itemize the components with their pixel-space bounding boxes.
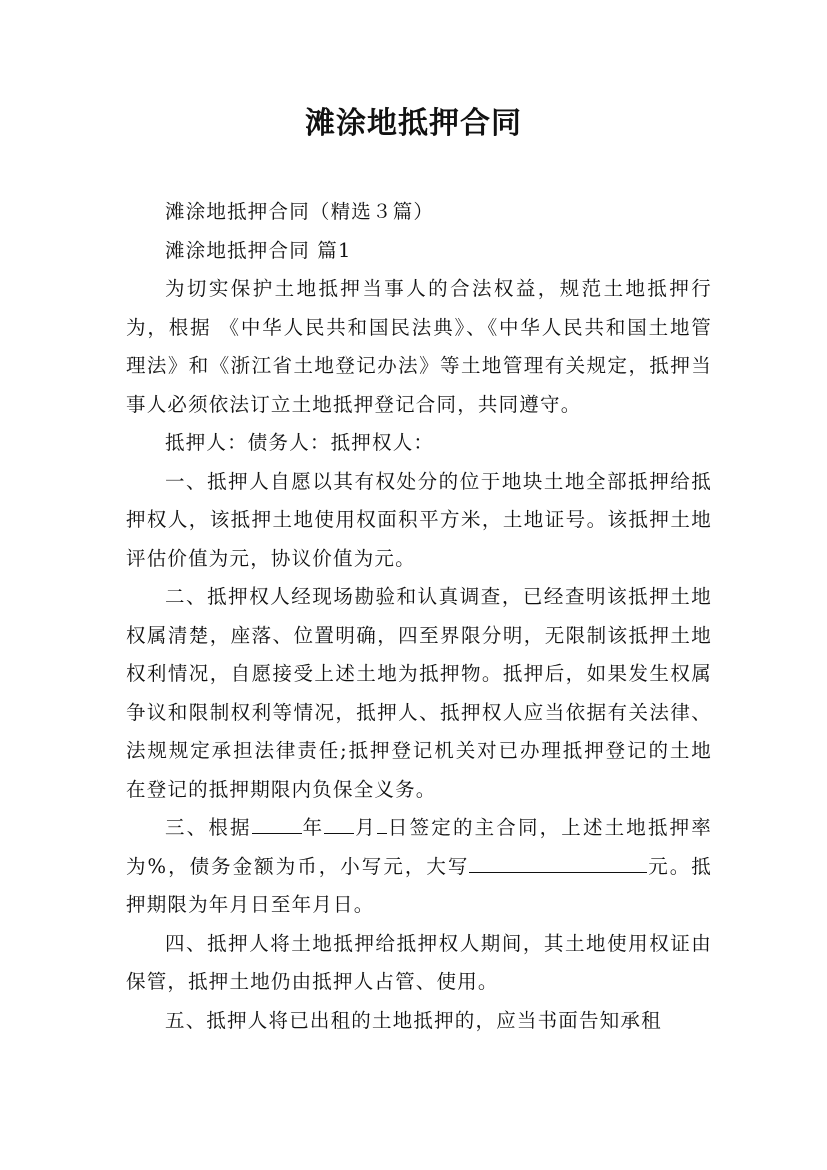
amount-blank-line bbox=[469, 853, 647, 873]
clause-4-paragraph: 四、抵押人将土地抵押给抵押权人期间，其土地使用权证由保管，抵押土地仍由抵押人占管、使用。 bbox=[126, 931, 712, 993]
clause-3-part-4: 日签定的主合同，上述土地抵押率为%，债务金额为币，小写元，大写 bbox=[126, 816, 712, 878]
document-body bbox=[126, 193, 712, 1040]
year-blank-line bbox=[252, 814, 302, 834]
section-heading: 滩涂地抵押合同 篇1 bbox=[165, 238, 352, 262]
clause-3-part-3: 月 bbox=[354, 816, 377, 839]
clause-5-paragraph: 五、抵押人将已出租的土地抵押的，应当书面告知承租 bbox=[165, 1008, 662, 1032]
parties-line: 抵押人：债务人：抵押权人： bbox=[165, 431, 435, 454]
clause-1-paragraph: 一、抵押人自愿以其有权处分的位于地块土地全部抵押给抵押权人，该抵押土地使用权面积平方米，土地证号。该抵押土地评估价值为元，协议价值为元。 bbox=[126, 469, 712, 570]
clause-3-part-5: 元。抵押期限为年月日至年月日。 bbox=[126, 854, 712, 916]
clause-3-paragraph bbox=[126, 809, 712, 925]
document-title: 滩涂地抵押合同 bbox=[305, 106, 522, 141]
preamble-paragraph: 为切实保护土地抵押当事人的合法权益，规范土地抵押行为，根据 《中华人民共和国民法典》、《中华人民共和国土地管理法》和《浙江省土地登记办法》等土地管理有关规定，抵押当事人必须依法订立土地抵押登记合同，共同遵守。 bbox=[126, 277, 712, 416]
document-subtitle: 滩涂地抵押合同（精选３篇） bbox=[165, 200, 435, 223]
month-blank-line bbox=[324, 814, 354, 834]
clause-3-part-2: 年 bbox=[301, 816, 325, 839]
clause-3-part-1: 三、根据 bbox=[165, 816, 252, 839]
clause-2-paragraph: 二、抵押权人经现场勘验和认真调查，已经查明该抵押土地权属清楚，座落、位置明确，四至界限分明，无限制该抵押土地权利情况，自愿接受上述土地为抵押物。抵押后，如果发生权属争议和限制权利等情况，抵押人、抵押权人应当依据有关法律、法规规定承担法律责任;抵押登记机关对已办理抵押登记的土地在登记的抵押期限内负保全义务。 bbox=[126, 585, 712, 801]
day-blank-line bbox=[377, 814, 387, 834]
